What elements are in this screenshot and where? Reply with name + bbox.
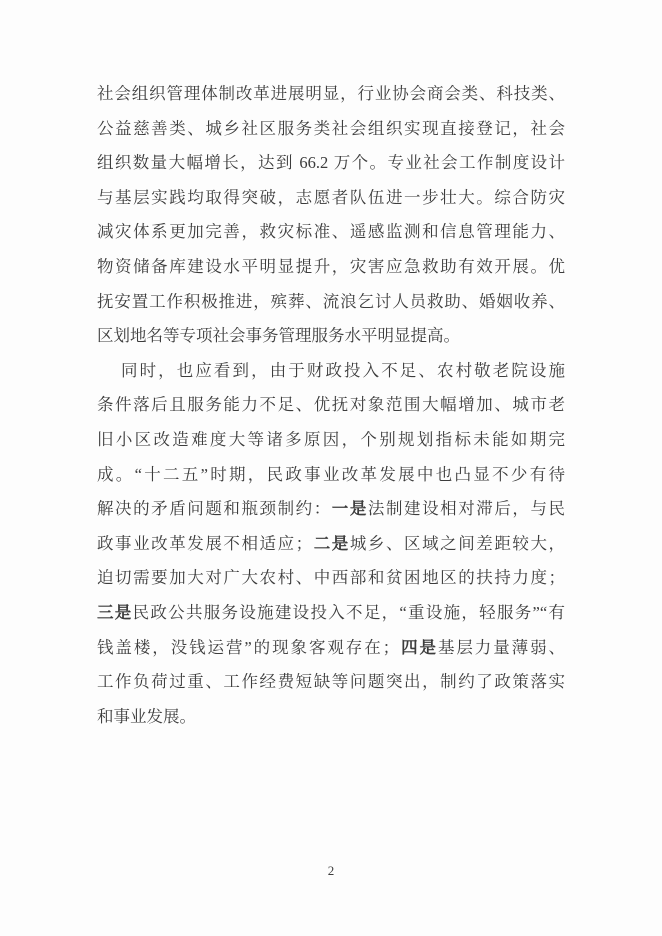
text-line (97, 77, 565, 112)
line-text: 解决的矛盾问题和瓶颈制约： (97, 499, 332, 519)
page-number: 2 (327, 863, 335, 878)
line-text: 工作负荷过重、工作经费短缺等问题突出，制约了政策落实 (97, 672, 565, 692)
emphasis-text: 四是 (399, 637, 438, 657)
line-text: 公益慈善类、城乡社区服务类社会组织实现直接登记，社会 (97, 118, 565, 138)
text-line (97, 561, 565, 596)
document-text-block (97, 77, 565, 734)
emphasis-text: 三是 (97, 602, 133, 622)
emphasis-text: 一是 (331, 499, 368, 519)
paragraph (97, 354, 565, 735)
line-text: 法制建设相对滞后，与民 (367, 499, 566, 519)
line-text: 钱盖楼，没钱运营”的现象客观存在； (97, 637, 400, 657)
emphasis-text: 二是 (312, 533, 350, 553)
line-text: 旧小区改造难度大等诸多原因，个别规划指标未能如期完 (97, 429, 565, 449)
text-line (97, 631, 565, 666)
text-line (97, 492, 565, 527)
text-line (97, 146, 565, 181)
text-line (97, 665, 565, 700)
line-text: 条件落后且服务能力不足、优抚对象范围大幅增加、城市老 (97, 395, 565, 415)
text-line (97, 112, 565, 147)
text-line (97, 458, 565, 493)
line-text: 基层力量薄弱、 (437, 637, 565, 657)
line-text: 成。“十二五”时期，民政事业改革发展中也凸显不少有待 (97, 464, 565, 484)
text-line (97, 700, 565, 735)
line-text: 政事业改革发展不相适应； (97, 533, 313, 553)
paragraph (97, 77, 565, 354)
line-text: 减灾体系更加完善，救灾标准、遥感监测和信息管理能力、 (97, 222, 565, 242)
line-text: 抚安置工作积极推进，殡葬、流浪乞讨人员救助、婚姻收养、 (97, 291, 565, 311)
line-text: 民政公共服务设施建设投入不足，“重设施，轻服务”“有 (132, 602, 565, 622)
line-text: 组织数量大幅增长，达到 66.2 万个。专业社会工作制度设计 (97, 153, 565, 173)
text-line (97, 388, 565, 423)
line-text: 与基层实践均取得突破，志愿者队伍进一步壮大。综合防灾 (97, 187, 565, 207)
line-text: 和事业发展。 (97, 706, 196, 726)
text-line (97, 215, 565, 250)
text-line (97, 250, 565, 285)
text-line (97, 423, 565, 458)
text-line (97, 285, 565, 320)
text-line (97, 319, 565, 354)
line-text: 同时，也应看到，由于财政投入不足、农村敬老院设施 (121, 360, 565, 380)
line-text: 区划地名等专项社会事务管理服务水平明显提高。 (97, 326, 460, 346)
text-line (97, 596, 565, 631)
line-text: 物资储备库建设水平明显提升，灾害应急救助有效开展。优 (97, 256, 565, 276)
line-text: 社会组织管理体制改革进展明显，行业协会商会类、科技类、 (97, 84, 565, 103)
text-line (97, 527, 565, 562)
text-line (97, 181, 565, 216)
line-text: 城乡、区域之间差距较大， (349, 533, 566, 553)
text-line (97, 354, 565, 389)
line-text: 迫切需要加大对广大农村、中西部和贫困地区的扶持力度； (97, 568, 565, 588)
